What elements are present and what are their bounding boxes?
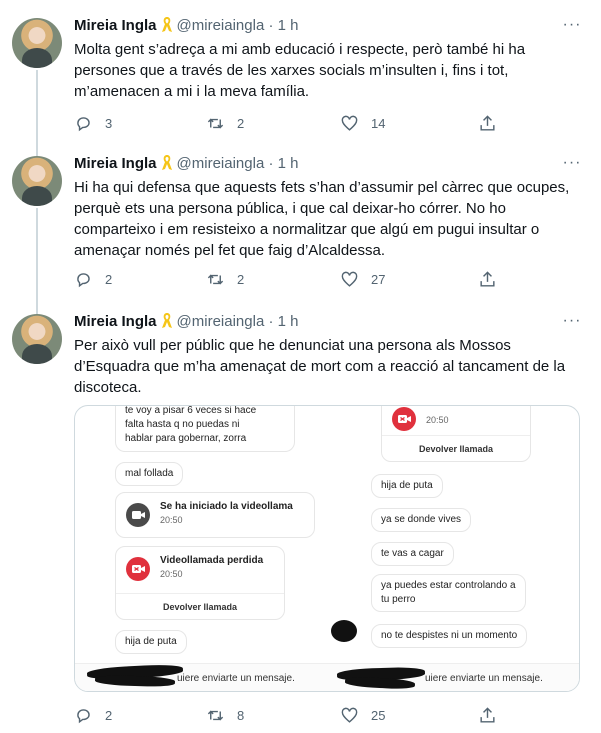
thread-line-2 bbox=[36, 208, 38, 314]
reply-button[interactable] bbox=[74, 112, 112, 134]
share-icon bbox=[478, 706, 497, 725]
tweet-text-line: discoteca. bbox=[74, 379, 142, 396]
chat-message-line: falta hasta q no puedas ni bbox=[125, 419, 240, 430]
tweet-text-line: d’Esquadra que m’ha amenaçat de mort com a reacció al tancament de la bbox=[74, 358, 566, 375]
yellow-ribbon-icon bbox=[161, 16, 173, 39]
reply-icon bbox=[74, 706, 93, 725]
share-button[interactable] bbox=[478, 704, 497, 726]
separator-dot: · bbox=[268, 17, 274, 34]
separator-dot: · bbox=[268, 313, 274, 330]
retweet-count: 2 bbox=[237, 115, 245, 131]
reply-count: 2 bbox=[105, 707, 113, 723]
retweet-button[interactable] bbox=[206, 268, 244, 290]
like-button[interactable] bbox=[340, 112, 385, 134]
share-button[interactable] bbox=[478, 268, 497, 290]
chat-message-line: hablar para gobernar, zorra bbox=[125, 433, 247, 444]
tweet-text-line: Per això vull per públic que he denunciat una persona als Mossos bbox=[74, 337, 511, 354]
reply-count: 2 bbox=[105, 271, 113, 287]
like-count: 14 bbox=[371, 115, 386, 131]
avatar[interactable] bbox=[12, 156, 62, 206]
return-call-button: Devolver llamada bbox=[116, 593, 284, 619]
tweet-header bbox=[74, 312, 299, 332]
tweet-text bbox=[74, 335, 584, 398]
tweet-header bbox=[74, 154, 299, 174]
chat-message: ya se donde vives bbox=[371, 508, 471, 532]
tweet-text-line: perquè ets una persona pública, i que cal deixar-ho córrer. No ho bbox=[74, 200, 506, 217]
author-name[interactable]: Mireia Ingla bbox=[74, 155, 157, 172]
chat-message: no te despistes ni un momento bbox=[371, 624, 527, 648]
chat-message-line: te voy a pisar 6 veces si hace bbox=[125, 405, 257, 416]
reply-button[interactable] bbox=[74, 704, 112, 726]
like-count: 27 bbox=[371, 271, 386, 287]
yellow-ribbon-icon bbox=[161, 154, 173, 177]
author-handle[interactable]: @mireiaingla bbox=[176, 313, 265, 330]
author-handle[interactable]: @mireiaingla bbox=[176, 155, 265, 172]
avatar[interactable] bbox=[12, 18, 62, 68]
missed-video-call-icon bbox=[392, 407, 416, 431]
redaction-scribble bbox=[331, 620, 357, 642]
chat-footer-text: uiere enviarte un mensaje. bbox=[177, 673, 295, 684]
missed-video-call-time: 20:50 bbox=[426, 415, 449, 425]
tweet-text-line: Hi ha qui defensa que aquests fets s’han d’assumir pel càrrec que ocupes, bbox=[74, 179, 570, 196]
tweet-text-line: persones que a través de les xarxes socials m’insulten i, fins i tot, bbox=[74, 62, 509, 79]
share-icon bbox=[478, 270, 497, 289]
retweet-icon bbox=[206, 706, 225, 725]
chat-message-line: tu perro bbox=[381, 594, 416, 605]
tweet-text-line: m’amenacen a mi i la meva família. bbox=[74, 83, 310, 100]
retweet-icon bbox=[206, 270, 225, 289]
author-handle[interactable]: @mireiaingla bbox=[176, 17, 265, 34]
more-options-icon[interactable]: ··· bbox=[562, 312, 582, 329]
tweet-text-line: Molta gent s’adreça a mi amb educació i respecte, però també hi ha bbox=[74, 41, 526, 58]
video-camera-icon bbox=[126, 503, 150, 527]
chat-message bbox=[115, 405, 295, 452]
retweet-count: 2 bbox=[237, 271, 245, 287]
missed-video-call-time: 20:50 bbox=[160, 569, 183, 579]
return-call-button: Devolver llamada bbox=[382, 435, 530, 461]
share-icon bbox=[478, 114, 497, 133]
reply-count: 3 bbox=[105, 115, 113, 131]
tweet-time[interactable]: 1 h bbox=[277, 155, 299, 172]
chat-message: hija de puta bbox=[371, 474, 443, 498]
video-call-started-title: Se ha iniciado la videollama bbox=[160, 501, 293, 512]
retweet-button[interactable] bbox=[206, 704, 244, 726]
retweet-count: 8 bbox=[237, 707, 245, 723]
retweet-icon bbox=[206, 114, 225, 133]
chat-footer-text: uiere enviarte un mensaje. bbox=[425, 673, 543, 684]
heart-icon bbox=[340, 270, 359, 289]
heart-icon bbox=[340, 114, 359, 133]
more-options-icon[interactable]: ··· bbox=[562, 16, 582, 33]
tweet-actions bbox=[74, 112, 504, 134]
like-button[interactable] bbox=[340, 268, 385, 290]
tweet-actions bbox=[74, 704, 504, 726]
more-options-icon[interactable]: ··· bbox=[562, 154, 582, 171]
video-call-started-card bbox=[115, 492, 315, 538]
chat-message: te vas a cagar bbox=[371, 542, 454, 566]
like-count: 25 bbox=[371, 707, 386, 723]
separator-dot: · bbox=[268, 155, 274, 172]
retweet-button[interactable] bbox=[206, 112, 244, 134]
chat-message-line: ya puedes estar controlando a bbox=[381, 580, 516, 591]
avatar[interactable] bbox=[12, 314, 62, 364]
video-call-started-time: 20:50 bbox=[160, 515, 183, 525]
tweet-text-line: comparteixo i em resisteixo a normalitzar que algú em pugui insultar o bbox=[74, 221, 540, 238]
tweet-text bbox=[74, 39, 584, 102]
yellow-ribbon-icon bbox=[161, 312, 173, 335]
missed-video-call-card bbox=[115, 546, 285, 620]
tweet-actions bbox=[74, 268, 504, 290]
chat-message bbox=[371, 574, 526, 612]
tweet-header bbox=[74, 16, 299, 36]
tweet-time[interactable]: 1 h bbox=[277, 17, 299, 34]
author-name[interactable]: Mireia Ingla bbox=[74, 313, 157, 330]
share-button[interactable] bbox=[478, 112, 497, 134]
tweet-time[interactable]: 1 h bbox=[277, 313, 299, 330]
missed-video-call-title: Videollamada perdida bbox=[160, 555, 264, 566]
chat-message: mal follada bbox=[115, 462, 183, 486]
author-name[interactable]: Mireia Ingla bbox=[74, 17, 157, 34]
tweet-text-line: amenaçar només pel fet que faig d’Alcaldessa. bbox=[74, 242, 386, 259]
reply-button[interactable] bbox=[74, 268, 112, 290]
tweet-media-image[interactable] bbox=[74, 405, 580, 692]
thread-line-1 bbox=[36, 70, 38, 156]
reply-icon bbox=[74, 270, 93, 289]
tweet-text bbox=[74, 177, 584, 261]
missed-video-call-icon bbox=[126, 557, 150, 581]
like-button[interactable] bbox=[340, 704, 385, 726]
missed-video-call-card bbox=[381, 405, 531, 462]
chat-message: hija de puta bbox=[115, 630, 187, 654]
reply-icon bbox=[74, 114, 93, 133]
heart-icon bbox=[340, 706, 359, 725]
